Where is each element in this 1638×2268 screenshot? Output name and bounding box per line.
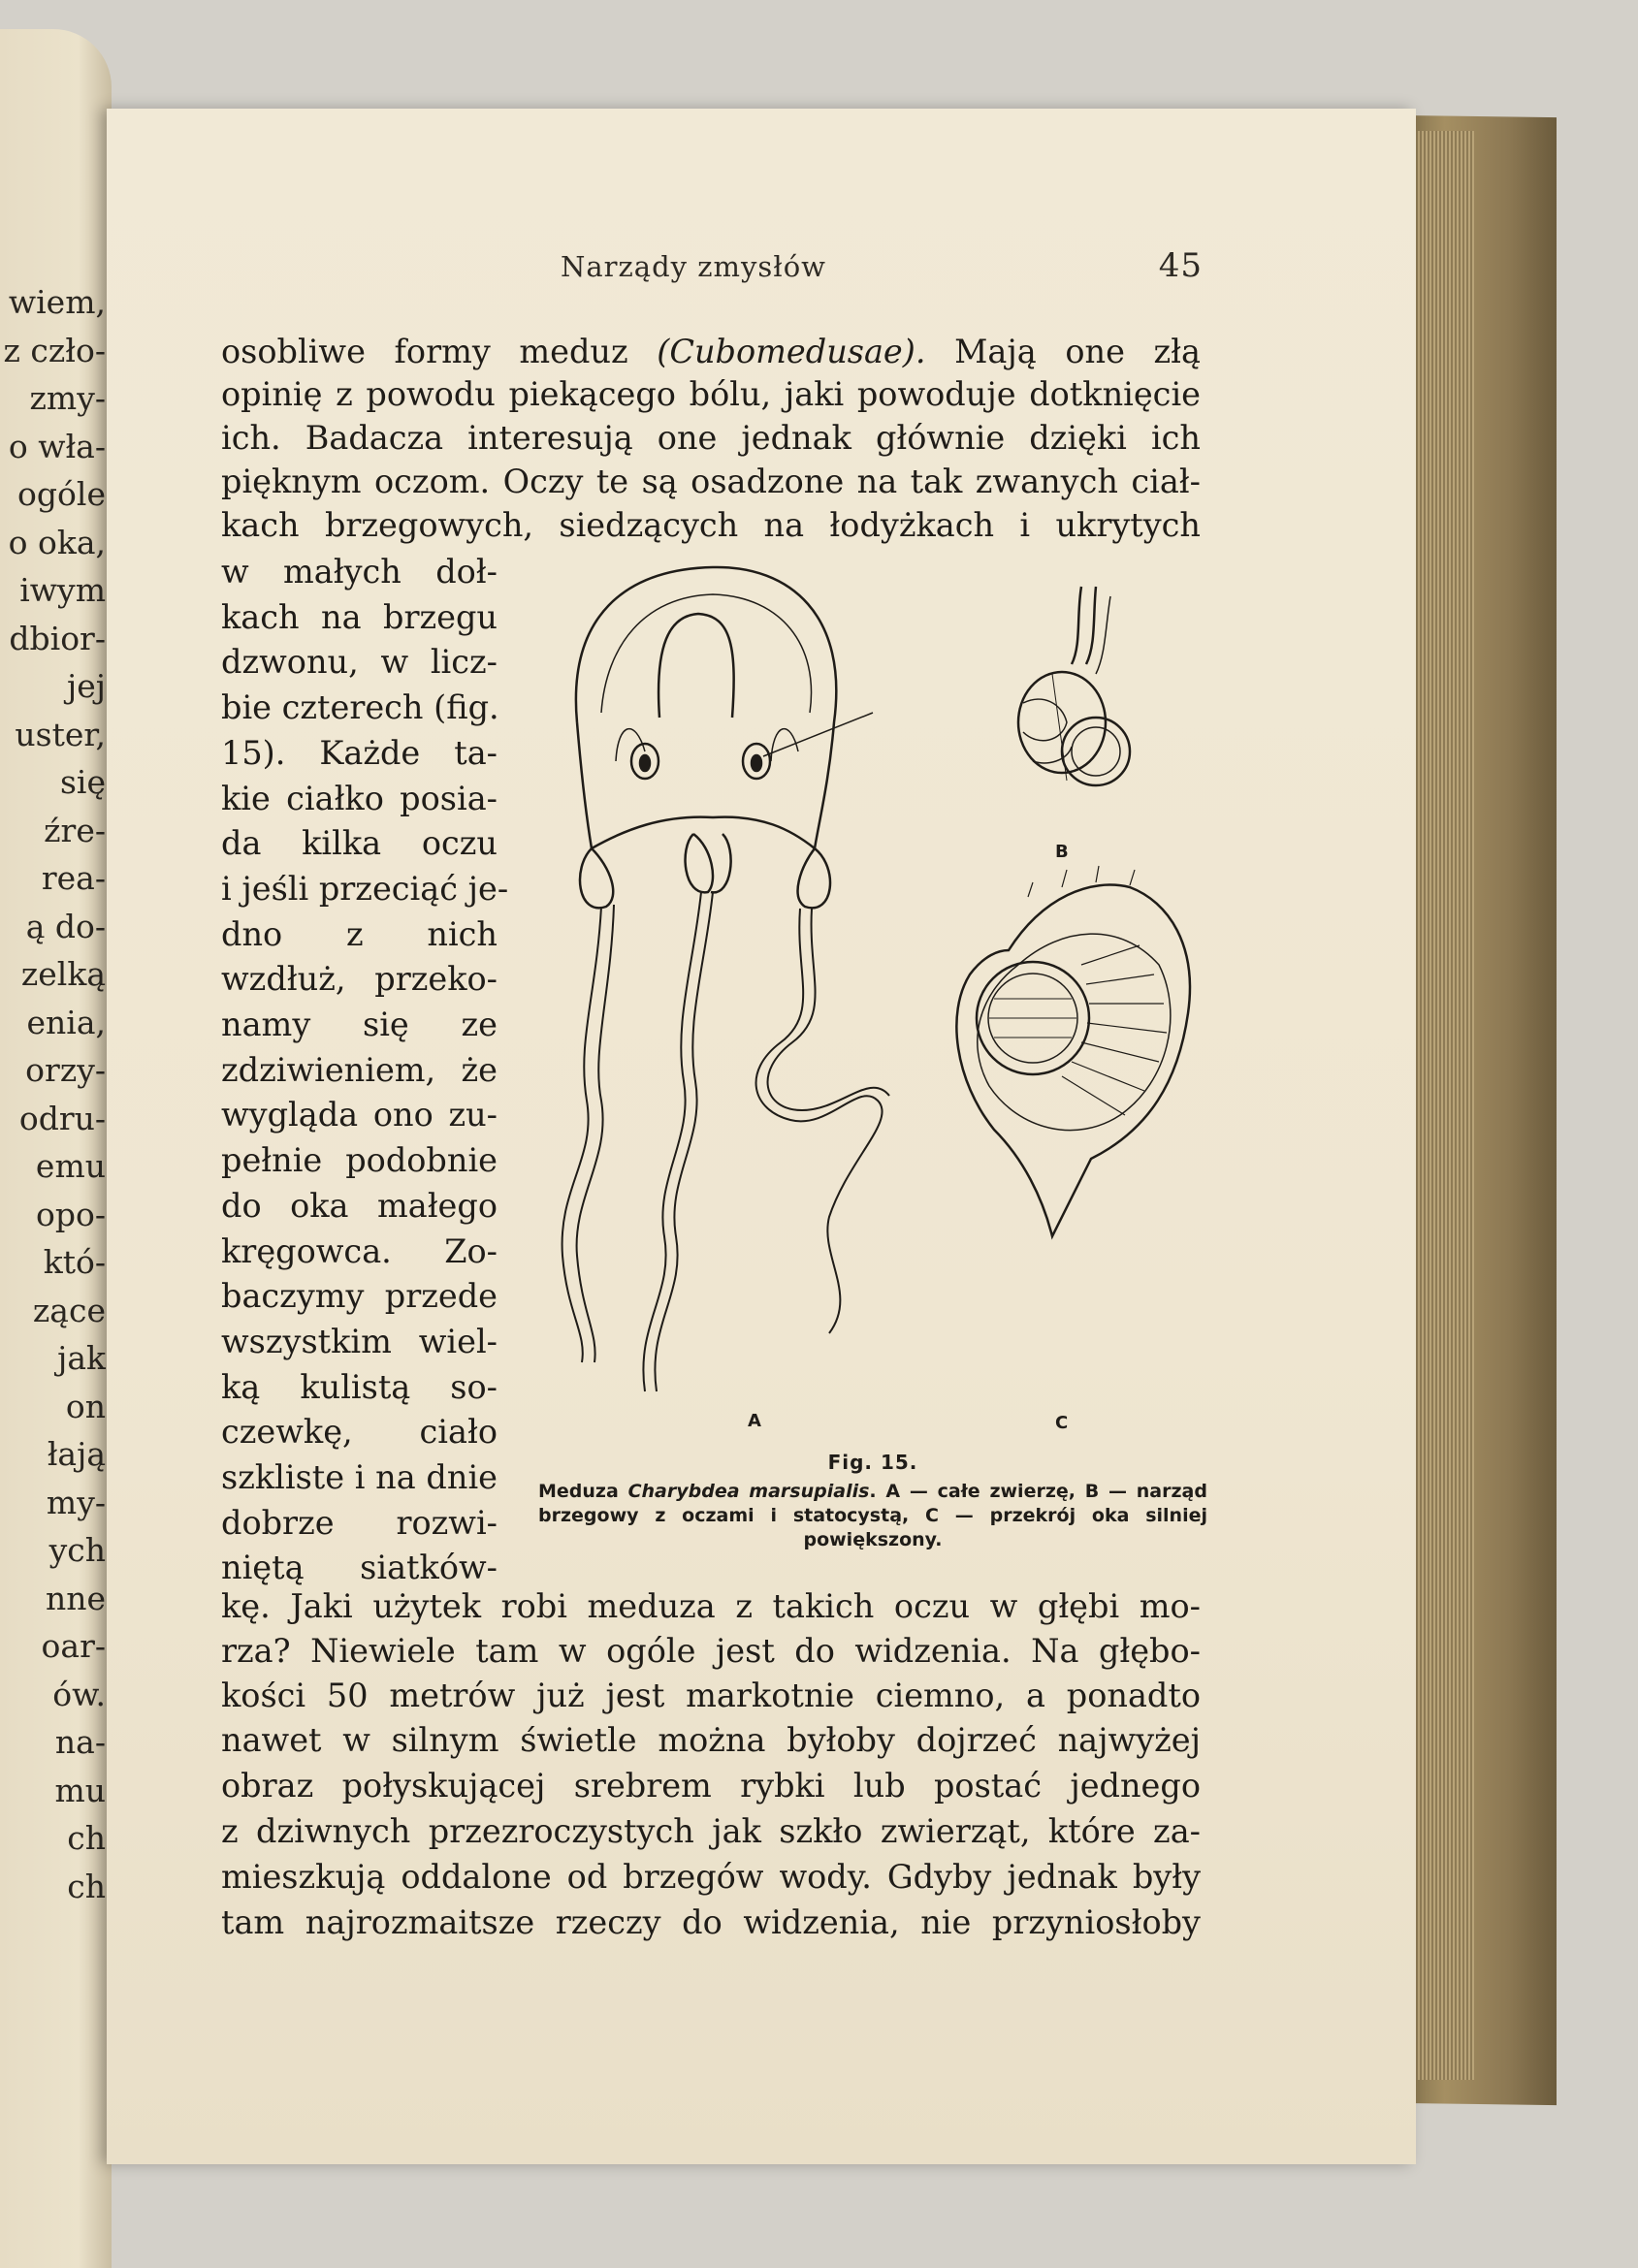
figure-label-b: B xyxy=(1055,842,1069,862)
marginal-body-drawing xyxy=(1018,587,1130,785)
previous-page-fragment: się xyxy=(59,763,106,801)
text-line-narrow: ką kulistą so- xyxy=(221,1367,498,1406)
text-line-narrow: i jeśli przeciąć je- xyxy=(221,869,509,908)
text-line-narrow: namy się ze xyxy=(221,1006,498,1043)
text-line: opinię z powodu piekącego bólu, jaki powoduje dotknięcie xyxy=(221,375,1201,413)
previous-page-fragment: ch xyxy=(67,1867,106,1905)
previous-page-fragment: mu xyxy=(54,1771,106,1809)
previous-page-fragment: orzy- xyxy=(25,1051,106,1089)
eye-section-drawing xyxy=(956,866,1190,1236)
previous-page-fragment: oar- xyxy=(41,1627,106,1665)
previous-page-fragment: na- xyxy=(54,1723,106,1761)
figure-label-a: A xyxy=(748,1411,761,1431)
figure-number: Fig. 15. xyxy=(827,1451,918,1474)
previous-page-fragment: iwym xyxy=(19,571,106,609)
previous-page-fragment: jak xyxy=(57,1339,106,1377)
previous-page-fragment: ą do- xyxy=(25,907,106,945)
text-line: kę. Jaki użytek robi meduza z takich oczu w głębi mo- xyxy=(221,1587,1201,1625)
previous-page-fragment: zmy- xyxy=(29,379,106,417)
text-line-narrow: zdziwieniem, że xyxy=(221,1050,498,1089)
previous-page-fragment: o wła- xyxy=(8,427,106,465)
text-line-narrow: wzdłuż, przeko- xyxy=(221,960,498,999)
previous-page-fragment: emu xyxy=(35,1147,106,1185)
previous-page-fragment: z czło- xyxy=(3,331,106,369)
text-line: obraz połyskującej srebrem rybki lub postać jednego xyxy=(221,1767,1201,1805)
previous-page-fragment: rea- xyxy=(41,859,106,897)
page-edges xyxy=(1406,131,1474,2080)
previous-page-fragment: zące xyxy=(32,1291,106,1329)
previous-page-fragment: odru- xyxy=(18,1099,106,1137)
previous-page-fragment: ych xyxy=(48,1531,106,1569)
previous-page-fragment: enia, xyxy=(26,1003,106,1041)
text-line-narrow: da kilka oczu xyxy=(221,824,498,863)
text-line: mieszkują oddalone od brzegów wody. Gdyby jednak były xyxy=(221,1858,1201,1896)
chapter-title: Narządy zmysłów xyxy=(561,250,826,283)
text-line-narrow: kręgowca. Zo- xyxy=(221,1231,498,1270)
text-line-narrow: szkliste i na dnie xyxy=(221,1458,498,1496)
previous-page-fragment: zelką xyxy=(20,955,106,993)
text-line-narrow: baczymy przede xyxy=(221,1277,498,1316)
previous-page-fragment: dbior- xyxy=(9,619,106,657)
text-line: rza? Niewiele tam w ogóle jest do widzenia. Na głębo- xyxy=(221,1632,1201,1670)
text-line: ich. Badacza interesują one jednak głównie dzięki ich xyxy=(221,419,1201,457)
previous-page-fragment: nne xyxy=(45,1579,106,1617)
figure-label-c: C xyxy=(1055,1413,1069,1433)
previous-page-fragment: on xyxy=(65,1387,106,1425)
previous-page-fragment: któ- xyxy=(43,1243,106,1281)
text-line-narrow: czewkę, ciało xyxy=(221,1413,498,1452)
text-line-narrow: dobrze rozwi- xyxy=(221,1503,498,1542)
page-number: 45 xyxy=(1158,246,1203,285)
previous-page-fragment: łają xyxy=(47,1435,106,1473)
running-head xyxy=(454,246,1203,289)
text-line: kości 50 metrów już jest markotnie ciemno, a ponadto xyxy=(221,1677,1201,1714)
text-line-narrow: bie czterech (fig. xyxy=(221,688,499,727)
previous-page-fragment: ogóle xyxy=(17,475,106,513)
text-line: pięknym oczom. Oczy te są osadzone na tak zwanych ciał- xyxy=(221,463,1201,500)
previous-page-fragment: źre- xyxy=(44,811,106,849)
text-line-narrow: kach na brzegu xyxy=(221,597,498,636)
previous-page-fragment: ch xyxy=(67,1819,106,1857)
text-line-narrow: niętą siatków- xyxy=(221,1549,498,1587)
text-line: nawet w silnym świetle można byłoby dojrzeć najwyżej xyxy=(221,1721,1201,1759)
text-line: osobliwe formy meduz (Cubomedusae). Mają one złą xyxy=(221,333,1201,370)
text-line-narrow: w małych doł- xyxy=(221,553,498,591)
text-line: tam najrozmaitsze rzeczy do widzenia, nie przyniosłoby xyxy=(221,1903,1201,1941)
previous-page xyxy=(0,29,112,2268)
text-line-narrow: kie ciałko posia- xyxy=(221,779,498,817)
text-line: kach brzegowych, siedzących na łodyżkach i ukrytych xyxy=(221,506,1201,544)
text-line-narrow: wygląda ono zu- xyxy=(221,1096,498,1134)
previous-page-fragment: jej xyxy=(67,667,106,705)
previous-page-fragment: ów. xyxy=(52,1675,106,1713)
jellyfish-drawing xyxy=(562,567,889,1391)
previous-page-fragment: uster, xyxy=(15,715,106,753)
text-line-narrow: do oka małego xyxy=(221,1186,498,1225)
text-line: z dziwnych przezroczystych jak szkło zwierząt, które za- xyxy=(221,1812,1201,1850)
text-line-narrow: dzwonu, w licz- xyxy=(221,643,498,682)
previous-page-fragment: opo- xyxy=(35,1195,106,1233)
text-line-narrow: wszystkim wiel- xyxy=(221,1322,498,1360)
figure-15-illustration xyxy=(538,558,1207,1450)
text-line-narrow: 15). Każde ta- xyxy=(221,733,498,772)
previous-page-fragment: o oka, xyxy=(8,523,106,561)
previous-page-fragment: my- xyxy=(46,1483,106,1521)
text-line-narrow: pełnie podobnie xyxy=(221,1141,498,1180)
caption-text: Meduza Charybdea marsupialis. A — całe zwierzę, B — narząd brzegowy z oczami i statocystą, C — przekrój oka silniej powiększony. xyxy=(538,1481,1207,1550)
text-line-narrow: dno z nich xyxy=(221,914,498,953)
previous-page-fragment: wiem, xyxy=(8,283,106,321)
figure-caption xyxy=(538,1451,1207,1552)
